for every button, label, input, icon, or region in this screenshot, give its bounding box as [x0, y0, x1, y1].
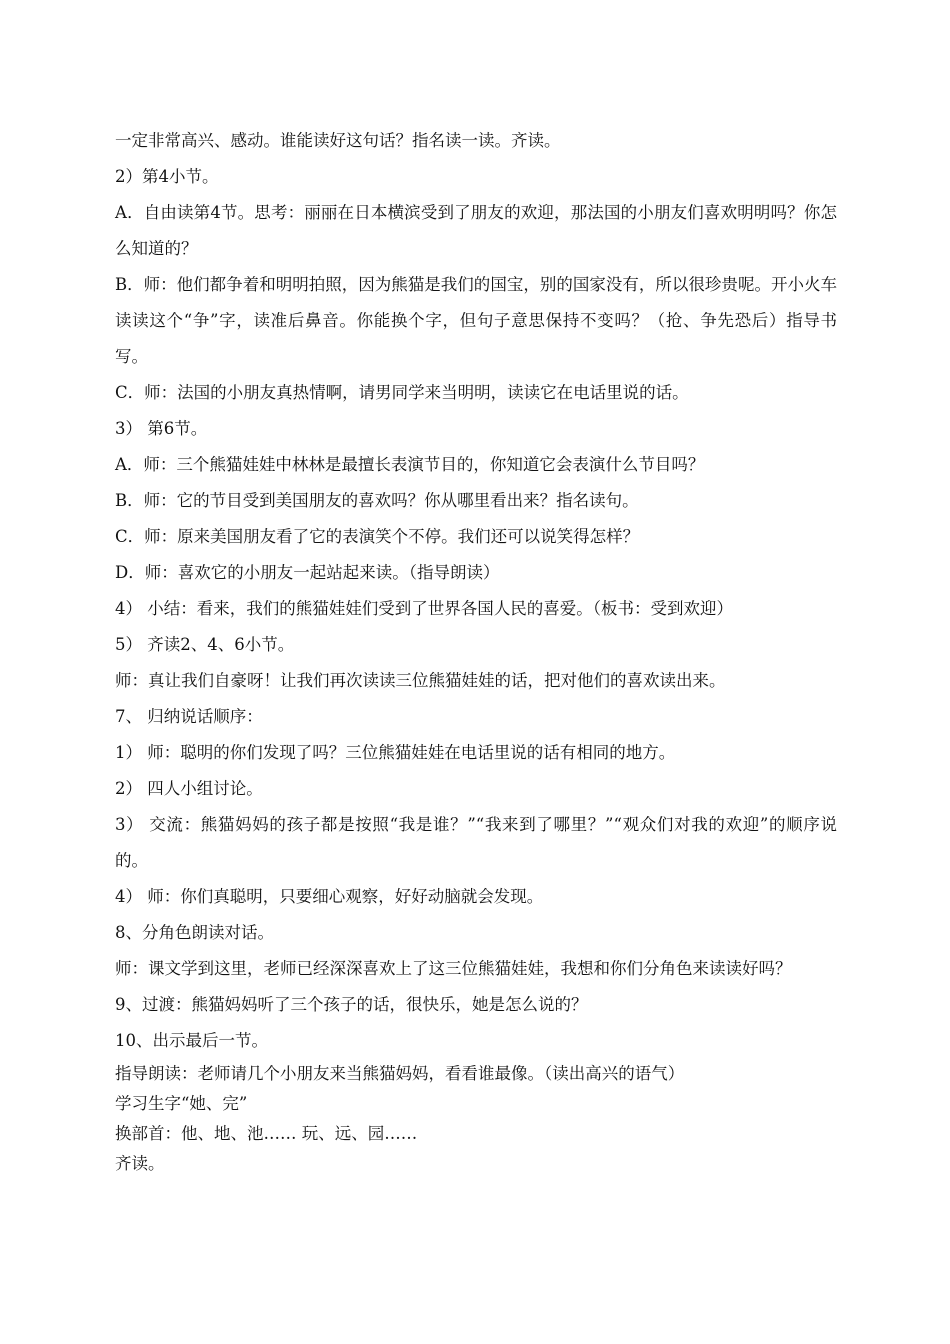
paragraph: 换部首：他、地、池…… 玩、远、园…… — [115, 1124, 418, 1143]
paragraph: B．师：它的节目受到美国朋友的喜欢吗？你从哪里看出来？指名读句。 — [115, 491, 639, 510]
paragraph: 一定非常高兴、感动。谁能读好这句话？指名读一读。齐读。 — [115, 131, 561, 150]
paragraph: 指导朗读：老师请几个小朋友来当熊猫妈妈，看看谁最像。（读出高兴的语气） — [115, 1064, 685, 1083]
paragraph: 1） 师：聪明的你们发现了吗？三位熊猫娃娃在电话里说的话有相同的地方。 — [115, 743, 676, 762]
paragraph: 9、过渡：熊猫妈妈听了三个孩子的话，很快乐，她是怎么说的？ — [115, 995, 588, 1014]
paragraph: 3） 第6节。 — [115, 419, 208, 438]
paragraph: D．师：喜欢它的小朋友一起站起来读。（指导朗读） — [115, 563, 500, 582]
paragraph: 师：真让我们自豪呀！让我们再次读读三位熊猫娃娃的话，把对他们的喜欢读出来。 — [115, 671, 726, 690]
paragraph: 师：课文学到这里，老师已经深深喜欢上了这三位熊猫娃娃，我想和你们分角色来读读好吗？ — [115, 959, 792, 978]
paragraph: 学习生字“她、完” — [115, 1094, 248, 1113]
paragraph: 齐读。 — [115, 1154, 165, 1173]
paragraph: 2） 四人小组讨论。 — [115, 779, 263, 798]
paragraph: 5） 齐读2、4、6小节。 — [115, 635, 295, 654]
document-body — [115, 123, 837, 1179]
paragraph: C．师：原来美国朋友看了它的表演笑个不停。我们还可以说笑得怎样？ — [115, 527, 640, 546]
paragraph: B．师：他们都争着和明明拍照，因为熊猫是我们的国宝，别的国家没有，所以很珍贵呢。开小火车读读这个“争”字，读准后鼻音。你能换个字，但句子意思保持不变吗？（抢、争先恐后）指导书写。 — [115, 275, 837, 366]
paragraph: 4） 小结：看来，我们的熊猫娃娃们受到了世界各国人民的喜爱。（板书：受到欢迎） — [115, 599, 733, 618]
paragraph: 2）第4小节。 — [115, 167, 219, 186]
paragraph: 3） 交流：熊猫妈妈的孩子都是按照“我是谁？”“我来到了哪里？”“观众们对我的欢迎”的顺序说的。 — [115, 815, 837, 870]
paragraph: A．师：三个熊猫娃娃中林林是最擅长表演节目的，你知道它会表演什么节目吗？ — [115, 455, 705, 474]
paragraph: 7、 归纳说话顺序： — [115, 707, 263, 726]
paragraph: C．师：法国的小朋友真热情啊，请男同学来当明明，读读它在电话里说的话。 — [115, 383, 689, 402]
paragraph: 4） 师：你们真聪明，只要细心观察，好好动脑就会发现。 — [115, 887, 544, 906]
paragraph: 8、分角色朗读对话。 — [115, 923, 274, 942]
paragraph: A．自由读第4节。思考：丽丽在日本横滨受到了朋友的欢迎，那法国的小朋友们喜欢明明吗？你怎么知道的？ — [115, 203, 837, 258]
paragraph: 10、出示最后一节。 — [115, 1031, 268, 1050]
